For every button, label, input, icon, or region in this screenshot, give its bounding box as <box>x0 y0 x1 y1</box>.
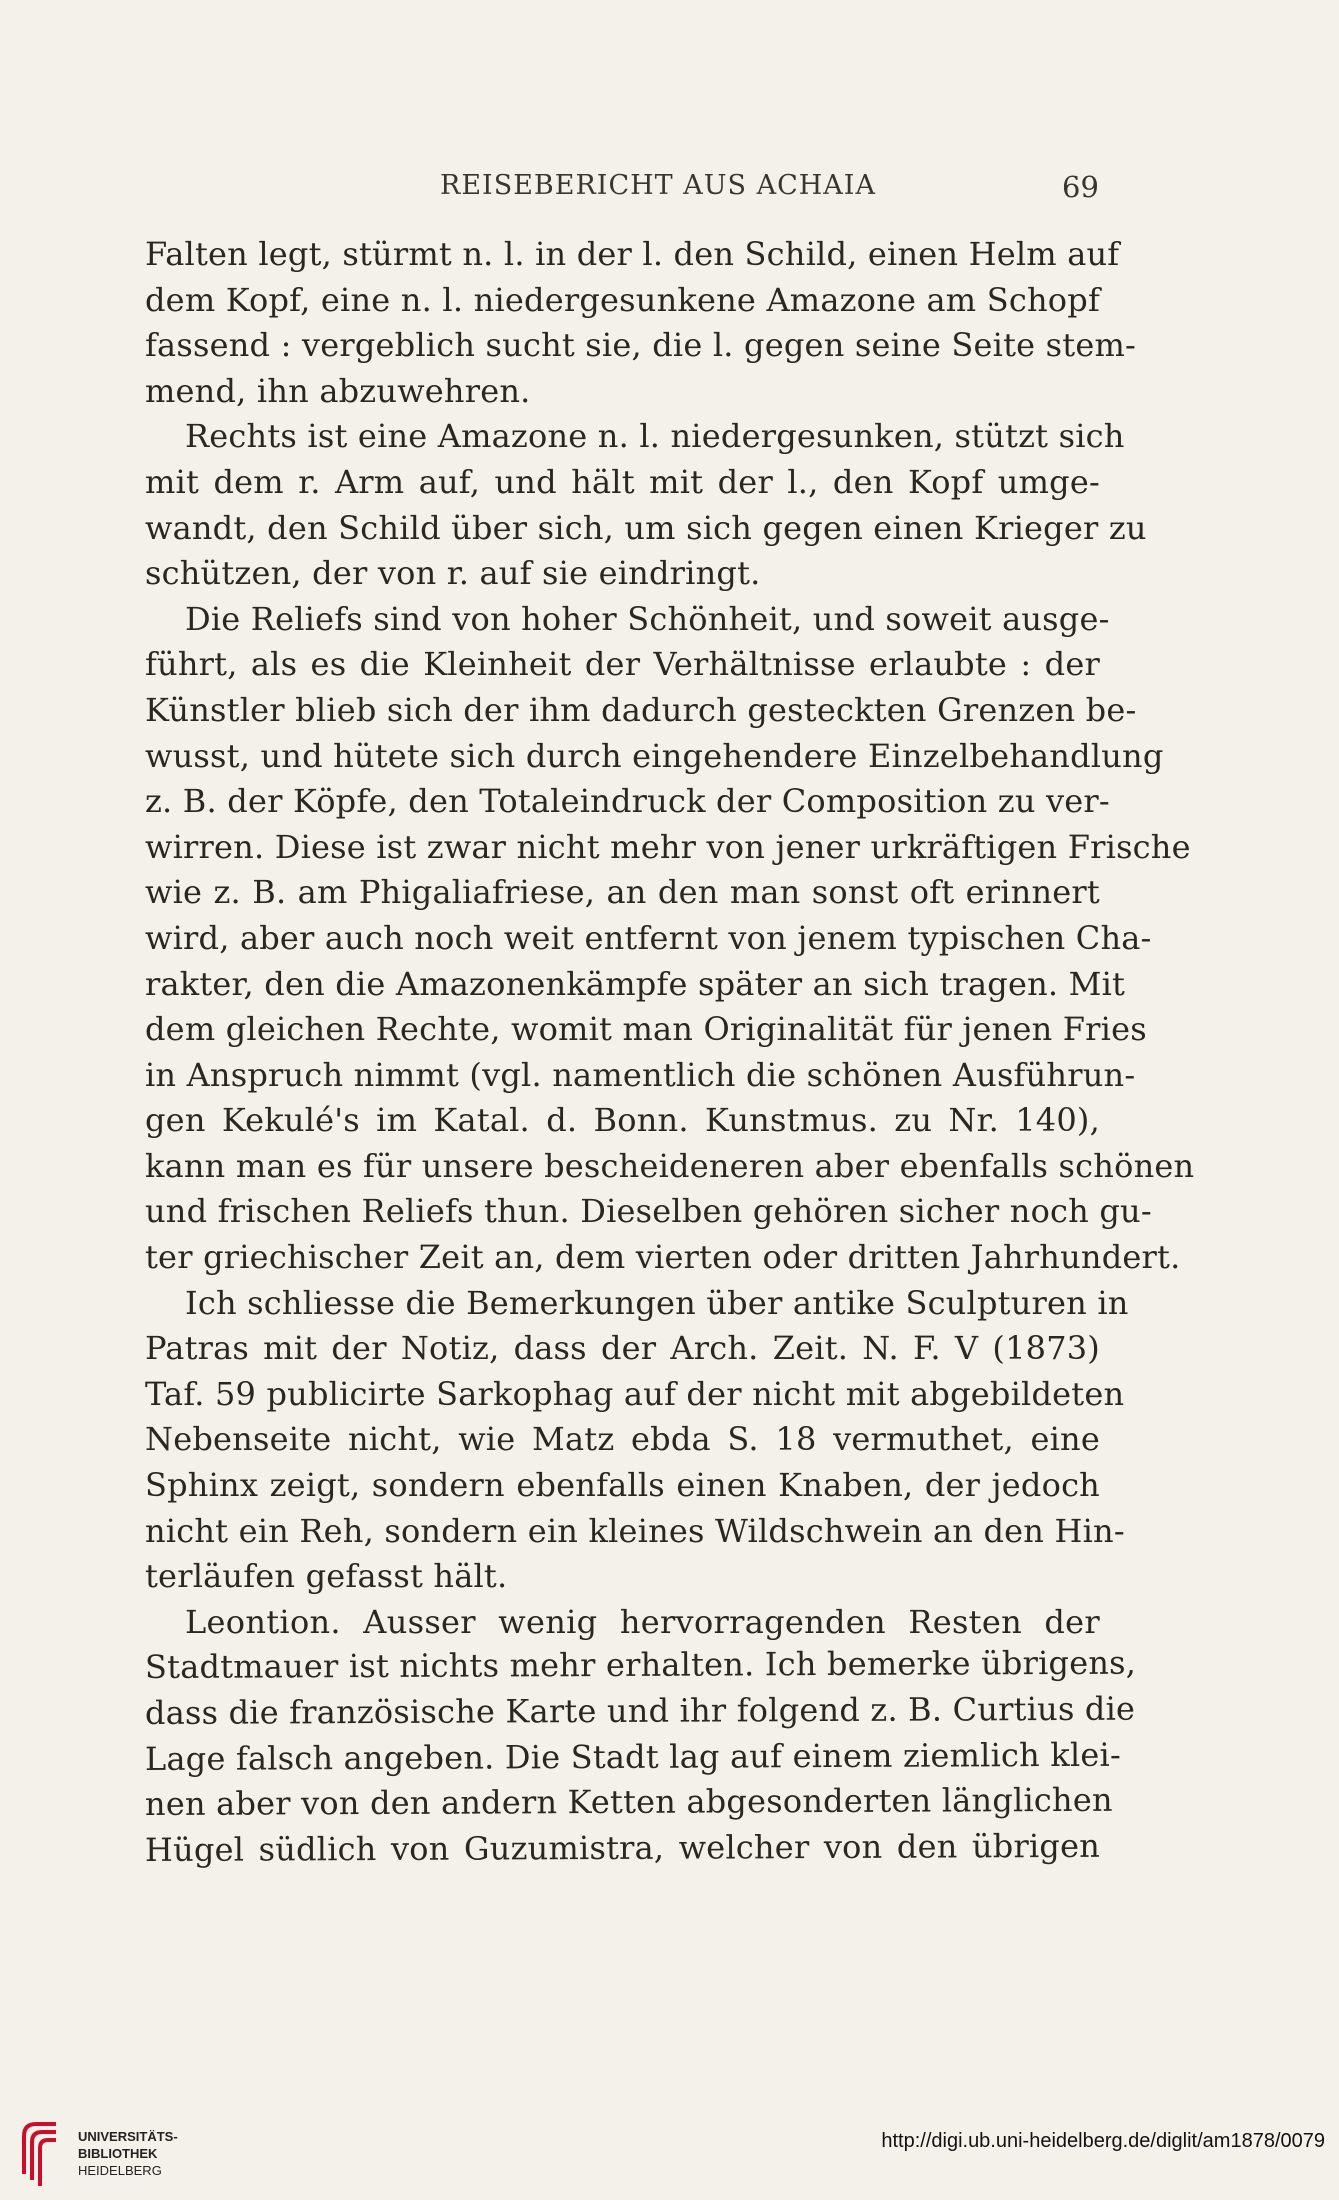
text-line: schützen, der von r. auf sie eindringt. <box>145 554 761 593</box>
text-line: Sphinx zeigt, sondern ebenfalls einen Knaben, der jedoch <box>145 1466 1100 1505</box>
page-number: 69 <box>1062 170 1099 204</box>
text-line: ter griechischer Zeit an, dem vierten oder dritten Jahrhundert. <box>145 1238 1181 1277</box>
text-line: gen Kekulé's im Katal. d. Bonn. Kunstmus. zu Nr. 140), <box>145 1101 1100 1140</box>
footer-bar <box>0 2108 1339 2200</box>
text-line: Ich schliesse die Bemerkungen über antike Sculpturen in <box>185 1283 1129 1322</box>
text-line: wandt, den Schild über sich, um sich gegen einen Krieger zu <box>145 508 1147 547</box>
text-line: wirren. Diese ist zwar nicht mehr von jener urkräftigen Frische <box>145 827 1191 866</box>
text-line: mit dem r. Arm auf, und hält mit der l., den Kopf umge- <box>145 462 1100 501</box>
text-line: dass die französische Karte und ihr folgend z. B. Curtius die <box>144 1689 1136 1732</box>
text-line: Taf. 59 publicirte Sarkophag auf der nicht mit abgebildeten <box>145 1374 1125 1413</box>
text-line: wusst, und hütete sich durch eingehendere Einzelbehandlung <box>145 736 1164 775</box>
library-line-3: HEIDELBERG <box>78 2163 162 2178</box>
text-line: mend, ihn abzuwehren. <box>145 371 531 410</box>
library-line-2: BIBLIOTHEK <box>78 2146 158 2161</box>
text-line: fassend : vergeblich sucht sie, die l. gegen seine Seite stem- <box>145 326 1137 365</box>
text-line: Falten legt, stürmt n. l. in der l. den Schild, einen Helm auf <box>145 235 1120 273</box>
source-url[interactable]: http://digi.ub.uni-heidelberg.de/diglit/am1878/0079 <box>881 2130 1325 2152</box>
text-line: dem Kopf, eine n. l. niedergesunkene Amazone am Schopf <box>145 280 1100 319</box>
text-line: in Anspruch nimmt (vgl. namentlich die schönen Ausführun- <box>145 1055 1136 1094</box>
text-line: rakter, den die Amazonenkämpfe später an sich tragen. Mit <box>145 964 1126 1003</box>
text-line: Künstler blieb sich der ihm dadurch gesteckten Grenzen be- <box>145 690 1137 729</box>
text-line: wird, aber auch noch weit entfernt von jenem typischen Cha- <box>145 918 1152 957</box>
text-line: Patras mit der Notiz, dass der Arch. Zeit. N. F. V (1873) <box>145 1329 1100 1368</box>
text-line: nen aber von den andern Ketten abgesonderten länglichen <box>144 1780 1113 1824</box>
text-line: führt, als es die Kleinheit der Verhältnisse erlaubte : der <box>145 645 1100 684</box>
text-line: dem gleichen Rechte, womit man Originalität für jenen Fries <box>145 1010 1147 1049</box>
text-line: nicht ein Reh, sondern ein kleines Wildschwein an den Hin- <box>145 1511 1125 1550</box>
text-line: und frischen Reliefs thun. Dieselben gehören sicher noch gu- <box>145 1192 1152 1231</box>
text-line: Nebenseite nicht, wie Matz ebda S. 18 vermuthet, eine <box>145 1420 1100 1459</box>
text-line: Stadtmauer ist nichts mehr erhalten. Ich bemerke übrigens, <box>144 1644 1137 1687</box>
text-line: kann man es für unsere bescheideneren aber ebenfalls schönen <box>145 1146 1195 1185</box>
text-line: Rechts ist eine Amazone n. l. niedergesunken, stützt sich <box>185 417 1125 456</box>
text-line: terläufen gefasst hält. <box>145 1557 508 1596</box>
body-text <box>144 232 1195 1873</box>
text-line: Lage falsch angeben. Die Stadt lag auf einem ziemlich klei- <box>144 1735 1122 1778</box>
library-logo-icon <box>18 2114 62 2188</box>
text-line: z. B. der Köpfe, den Totaleindruck der Composition zu ver- <box>145 782 1110 821</box>
text-line: Leontion. Ausser wenig hervorragenden Resten der <box>185 1602 1100 1641</box>
text-line: Hügel südlich von Guzumistra, welcher von den übrigen <box>144 1826 1101 1869</box>
text-line: Die Reliefs sind von hoher Schönheit, und soweit ausge- <box>185 599 1110 638</box>
library-name <box>78 2128 178 2179</box>
library-line-1: UNIVERSITÄTS- <box>78 2129 178 2144</box>
running-title: REISEBERICHT AUS ACHAIA <box>440 170 876 201</box>
text-line: wie z. B. am Phigaliafriese, an den man sonst oft erinnert <box>145 873 1100 912</box>
